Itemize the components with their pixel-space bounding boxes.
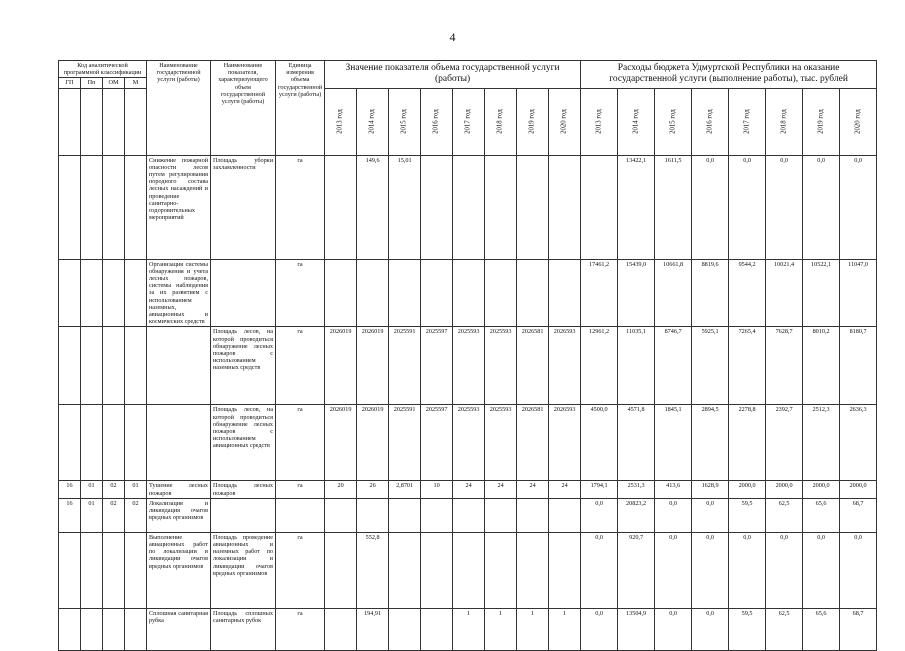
budget-value-cell: 8819,6 (692, 259, 729, 327)
indicator-name-cell: Площадь лесов, на которой проводиться обнаружение лесных пожаров с использованием авиационных средств (211, 405, 276, 481)
budget-value-cell: 1794,1 (581, 481, 618, 498)
code-cell: 01 (81, 481, 103, 498)
code-cell (59, 259, 81, 327)
code-cell (103, 608, 125, 650)
volume-value-cell: 24 (549, 481, 581, 498)
unit-cell: га (276, 405, 325, 481)
budget-value-cell: 15439,0 (618, 259, 655, 327)
budget-value-cell: 4500,0 (581, 405, 618, 481)
table-row (59, 532, 877, 608)
budget-year-header: 2020 год (840, 88, 877, 155)
unit-cell: га (276, 608, 325, 650)
volume-value-cell (453, 259, 485, 327)
budget-value-cell: 0,0 (692, 532, 729, 608)
indicator-name-cell: Площадь лесных пожаров (211, 481, 276, 498)
code-cell (81, 259, 103, 327)
indicator-name-cell (211, 259, 276, 327)
volume-value-cell: 15,01 (389, 155, 421, 259)
volume-value-cell: 24 (517, 481, 549, 498)
volume-value-cell (453, 498, 485, 532)
code-cell: 02 (125, 498, 147, 532)
volume-year-header: 2020 год (549, 88, 581, 155)
budget-value-cell: 0,0 (803, 155, 840, 259)
budget-value-cell: 8010,2 (803, 327, 840, 405)
budget-value-cell: 11035,1 (618, 327, 655, 405)
volume-value-cell: 2025593 (485, 405, 517, 481)
volume-value-cell (421, 498, 453, 532)
code-cell: 02 (103, 498, 125, 532)
code-group-header: Код аналитической программной классификации (59, 61, 147, 78)
unit-cell: га (276, 481, 325, 498)
volume-group-header: Значение показателя объема государственной услуги (работы) (325, 61, 581, 89)
budget-value-cell: 4571,8 (618, 405, 655, 481)
budget-value-cell: 13422,1 (618, 155, 655, 259)
volume-value-cell (549, 155, 581, 259)
budget-value-cell: 59,5 (729, 608, 766, 650)
service-name-cell: Тушение лесных пожаров (147, 481, 211, 498)
code-cell: 01 (81, 498, 103, 532)
volume-value-cell (325, 259, 357, 327)
budget-value-cell: 1628,9 (692, 481, 729, 498)
volume-value-cell: 2025597 (421, 327, 453, 405)
code-cell (103, 327, 125, 405)
budget-value-cell: 12961,2 (581, 327, 618, 405)
code-cell (59, 532, 81, 608)
volume-value-cell (421, 608, 453, 650)
unit-cell: га (276, 259, 325, 327)
services-table (58, 60, 877, 651)
service-name-cell: Выполнение авиационных работ по локализации и ликвидации очагов вредных организмов (147, 532, 211, 608)
volume-value-cell (421, 532, 453, 608)
volume-value-cell (389, 498, 421, 532)
budget-value-cell: 2000,0 (840, 481, 877, 498)
budget-value-cell: 2531,3 (618, 481, 655, 498)
code-cell (125, 532, 147, 608)
volume-value-cell: 2,8701 (389, 481, 421, 498)
budget-value-cell: 62,5 (766, 498, 803, 532)
unit-cell: га (276, 532, 325, 608)
budget-value-cell: 0,0 (840, 155, 877, 259)
service-name-cell: Снижение пожарной опасности лесов путем регулирования породного состава лесных насаждений и проведение санитарно-оздоровительных мероприятий (147, 155, 211, 259)
table-row (59, 259, 877, 327)
budget-value-cell: 413,6 (655, 481, 692, 498)
service-name-cell: Локализация и ликвидация очагов вредных организмов (147, 498, 211, 532)
code-cell: 16 (59, 498, 81, 532)
budget-value-cell: 65,6 (803, 498, 840, 532)
budget-value-cell: 7265,4 (729, 327, 766, 405)
budget-value-cell: 0,0 (803, 532, 840, 608)
budget-year-header: 2015 год (655, 88, 692, 155)
budget-year-header: 2018 год (766, 88, 803, 155)
code-pp-header: Пп (81, 78, 103, 88)
code-cell (103, 259, 125, 327)
volume-value-cell: 26 (357, 481, 389, 498)
indicator-name-cell: Площадь лесов, на которой проводиться обнаружение лесных пожаров с использованием наземных средств (211, 327, 276, 405)
volume-value-cell: 2026019 (357, 405, 389, 481)
budget-value-cell: 0,0 (840, 532, 877, 608)
volume-value-cell: 2026581 (517, 405, 549, 481)
budget-value-cell: 0,0 (581, 532, 618, 608)
code-om-header: ОМ (103, 78, 125, 88)
budget-value-cell: 0,0 (581, 608, 618, 650)
budget-value-cell: 1845,1 (655, 405, 692, 481)
volume-year-header: 2018 год (485, 88, 517, 155)
unit-header: Единица измерения объема государственной услуги (работы) (276, 61, 325, 156)
volume-value-cell: 2025597 (421, 405, 453, 481)
table-row (59, 155, 877, 259)
volume-value-cell: 1 (485, 608, 517, 650)
volume-year-header: 2015 год (389, 88, 421, 155)
budget-value-cell: 0,0 (692, 608, 729, 650)
volume-value-cell: 24 (453, 481, 485, 498)
budget-value-cell: 7628,7 (766, 327, 803, 405)
budget-value-cell: 8180,7 (840, 327, 877, 405)
table-row (59, 608, 877, 650)
code-cell (81, 608, 103, 650)
volume-value-cell (485, 155, 517, 259)
unit-cell: га (276, 155, 325, 259)
code-cell (125, 608, 147, 650)
budget-value-cell: 68,7 (840, 498, 877, 532)
volume-value-cell (389, 608, 421, 650)
volume-value-cell (517, 155, 549, 259)
budget-value-cell: 68,7 (840, 608, 877, 650)
volume-value-cell: 2026019 (357, 327, 389, 405)
volume-value-cell: 24 (485, 481, 517, 498)
indicator-name-cell: Площадь сплошных санитарных рубок (211, 608, 276, 650)
budget-value-cell: 920,7 (618, 532, 655, 608)
budget-value-cell: 13504,9 (618, 608, 655, 650)
budget-value-cell: 2894,5 (692, 405, 729, 481)
budget-value-cell: 10021,4 (766, 259, 803, 327)
service-name-cell (147, 405, 211, 481)
budget-value-cell: 0,0 (581, 498, 618, 532)
budget-value-cell (581, 155, 618, 259)
code-cell (59, 608, 81, 650)
budget-value-cell: 2392,7 (766, 405, 803, 481)
code-gp-header: ГП (59, 78, 81, 88)
volume-value-cell: 149,6 (357, 155, 389, 259)
code-cell (59, 405, 81, 481)
budget-value-cell: 5925,1 (692, 327, 729, 405)
volume-value-cell: 1 (549, 608, 581, 650)
volume-value-cell (421, 259, 453, 327)
service-name-cell: Организация системы обнаружения и учета лесных пожаров, системы наблюдения за их развитием с использованием наземных, авиационных и космических средств (147, 259, 211, 327)
code-cell (59, 155, 81, 259)
indicator-name-cell: Площадь уборки захламленности (211, 155, 276, 259)
volume-value-cell: 1 (517, 608, 549, 650)
volume-value-cell (485, 498, 517, 532)
volume-value-cell (517, 532, 549, 608)
budget-year-header: 2016 год (692, 88, 729, 155)
budget-value-cell: 2278,8 (729, 405, 766, 481)
volume-value-cell (357, 259, 389, 327)
budget-value-cell: 0,0 (692, 155, 729, 259)
budget-group-header: Расходы бюджета Удмуртской Республики на оказание государственной услуги (выполнение работы), тыс. рублей (581, 61, 877, 89)
volume-year-header: 2017 год (453, 88, 485, 155)
volume-value-cell: 2026019 (325, 405, 357, 481)
budget-value-cell: 2636,3 (840, 405, 877, 481)
budget-value-cell: 0,0 (766, 532, 803, 608)
code-cell (59, 327, 81, 405)
code-cell (125, 405, 147, 481)
budget-value-cell: 10661,8 (655, 259, 692, 327)
code-cell (125, 327, 147, 405)
volume-value-cell (549, 498, 581, 532)
code-cell (125, 155, 147, 259)
indicator-name-cell (211, 498, 276, 532)
code-cell (81, 532, 103, 608)
budget-value-cell: 62,5 (766, 608, 803, 650)
budget-value-cell: 65,6 (803, 608, 840, 650)
volume-value-cell: 2026581 (517, 327, 549, 405)
volume-value-cell (325, 155, 357, 259)
volume-value-cell: 2025593 (453, 327, 485, 405)
budget-value-cell: 0,0 (655, 608, 692, 650)
code-cell (125, 259, 147, 327)
volume-value-cell (325, 532, 357, 608)
unit-cell: га (276, 327, 325, 405)
budget-value-cell: 17461,2 (581, 259, 618, 327)
table-row (59, 498, 877, 532)
volume-year-header: 2016 год (421, 88, 453, 155)
volume-value-cell: 2025593 (453, 405, 485, 481)
budget-value-cell: 20823,2 (618, 498, 655, 532)
code-cell (81, 405, 103, 481)
volume-value-cell (485, 259, 517, 327)
volume-year-header: 2014 год (357, 88, 389, 155)
volume-value-cell: 2025591 (389, 405, 421, 481)
volume-value-cell (517, 498, 549, 532)
volume-value-cell: 194,91 (357, 608, 389, 650)
service-name-header: Наименование государственной услуги (работы) (147, 61, 211, 156)
volume-value-cell: 1 (453, 608, 485, 650)
volume-value-cell: 552,8 (357, 532, 389, 608)
budget-year-header: 2013 год (581, 88, 618, 155)
budget-value-cell: 59,5 (729, 498, 766, 532)
budget-value-cell: 9544,2 (729, 259, 766, 327)
code-cell (103, 405, 125, 481)
budget-year-header: 2014 год (618, 88, 655, 155)
volume-value-cell: 20 (325, 481, 357, 498)
volume-value-cell: 2025591 (389, 327, 421, 405)
service-name-cell: Сплошная санитарная рубка (147, 608, 211, 650)
unit-cell (276, 498, 325, 532)
volume-value-cell: 2025593 (485, 327, 517, 405)
service-name-cell (147, 327, 211, 405)
budget-value-cell: 0,0 (729, 155, 766, 259)
budget-value-cell: 2512,3 (803, 405, 840, 481)
budget-value-cell: 8746,7 (655, 327, 692, 405)
table-row (59, 405, 877, 481)
code-cell (81, 327, 103, 405)
budget-value-cell: 0,0 (729, 532, 766, 608)
budget-year-header: 2017 год (729, 88, 766, 155)
budget-value-cell: 11047,0 (840, 259, 877, 327)
volume-value-cell (325, 498, 357, 532)
budget-year-header: 2019 год (803, 88, 840, 155)
indicator-name-cell: Площадь проведение авиационных и наземных работ по локализации и ликвидации очагов вредных организмов (211, 532, 276, 608)
budget-value-cell: 2000,0 (766, 481, 803, 498)
code-cell: 01 (125, 481, 147, 498)
table-row (59, 481, 877, 498)
volume-value-cell: 10 (421, 481, 453, 498)
indicator-name-header: Наименование показателя, характеризующего объем государственной услуги (работы) (211, 61, 276, 156)
volume-value-cell (389, 532, 421, 608)
code-cell: 02 (103, 481, 125, 498)
volume-value-cell (325, 608, 357, 650)
volume-value-cell (421, 155, 453, 259)
table-row (59, 327, 877, 405)
page-number: 4 (449, 30, 456, 44)
volume-year-header: 2019 год (517, 88, 549, 155)
budget-value-cell: 2000,0 (803, 481, 840, 498)
volume-value-cell (453, 155, 485, 259)
volume-value-cell (357, 498, 389, 532)
budget-value-cell: 0,0 (766, 155, 803, 259)
budget-value-cell: 10522,1 (803, 259, 840, 327)
code-cell (81, 155, 103, 259)
budget-value-cell: 0,0 (655, 498, 692, 532)
volume-value-cell (389, 259, 421, 327)
budget-value-cell: 0,0 (655, 532, 692, 608)
volume-value-cell: 2026593 (549, 405, 581, 481)
volume-year-header: 2013 год (325, 88, 357, 155)
budget-value-cell: 0,0 (692, 498, 729, 532)
volume-value-cell: 2026019 (325, 327, 357, 405)
budget-value-cell: 1611,5 (655, 155, 692, 259)
volume-value-cell (517, 259, 549, 327)
volume-value-cell (485, 532, 517, 608)
budget-value-cell: 2000,0 (729, 481, 766, 498)
code-cell (103, 532, 125, 608)
code-cell: 16 (59, 481, 81, 498)
volume-value-cell: 2026593 (549, 327, 581, 405)
code-m-header: М (125, 78, 147, 88)
volume-value-cell (453, 532, 485, 608)
volume-value-cell (549, 259, 581, 327)
volume-value-cell (549, 532, 581, 608)
code-cell (103, 155, 125, 259)
